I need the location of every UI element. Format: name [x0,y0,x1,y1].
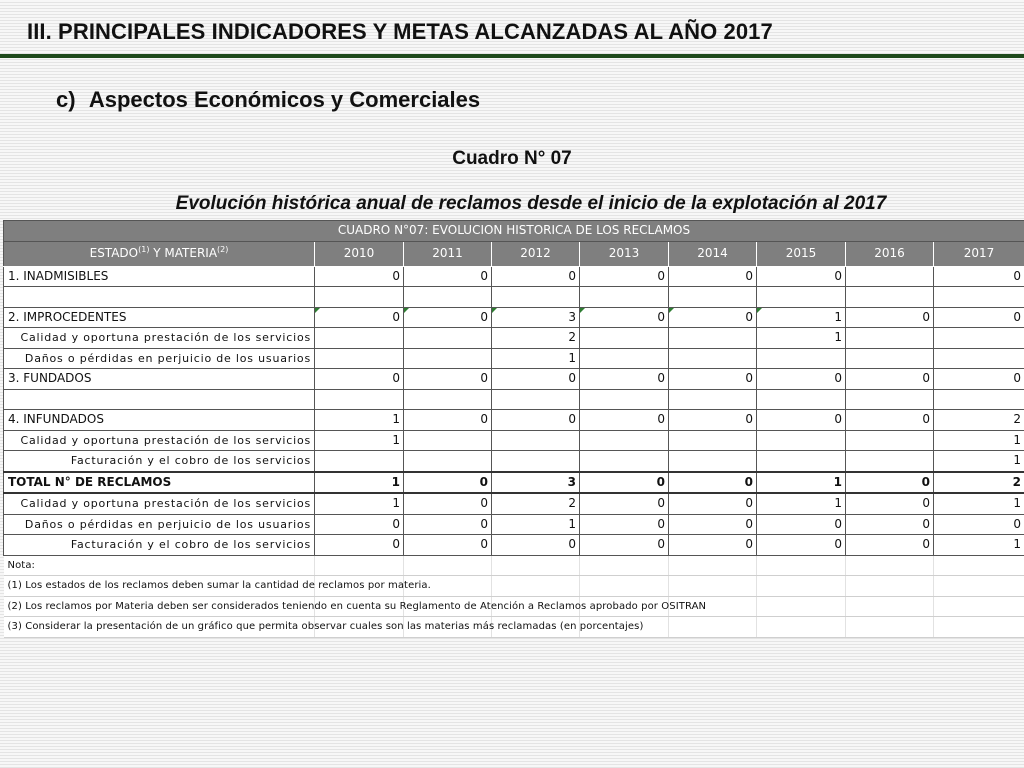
row-label[interactable]: Daños o pérdidas en perjuicio de los usuarios [4,514,315,535]
cell-value[interactable]: 1 [315,430,404,451]
empty-cell[interactable] [492,576,580,597]
header-year: 2012 [492,241,580,266]
cell-value[interactable]: 1 [492,348,580,369]
empty-cell[interactable] [934,389,1024,410]
cell-value[interactable]: 0 [757,410,846,431]
cell-value[interactable]: 1 [934,535,1024,556]
note-row [4,617,1024,638]
header-year: 2015 [757,241,846,266]
cell-value[interactable] [315,451,404,472]
empty-cell[interactable] [669,576,757,597]
cell-value[interactable] [492,307,580,328]
cell-value[interactable]: 0 [492,266,580,287]
empty-cell[interactable] [757,576,846,597]
cell-value[interactable] [315,328,404,349]
cell-comment-marker [580,308,585,313]
table-row [4,430,1024,451]
cell-value[interactable] [757,451,846,472]
empty-cell[interactable] [757,389,846,410]
note-cell[interactable] [4,596,707,617]
cell-value[interactable]: 0 [757,514,846,535]
table-row [4,535,1024,556]
header-year: 2014 [669,241,757,266]
cell-comment-marker [404,308,409,313]
cell-value[interactable] [846,266,934,287]
cell-value[interactable] [404,430,492,451]
cell-value[interactable]: 0 [315,514,404,535]
note-text: (2) Los reclamos por Materia deben ser considerados teniendo en cuenta su Reglamento de Atención a Reclamos aprobado por OSITRAN [7,600,707,612]
row-label[interactable]: 2. IMPROCEDENTES [4,307,315,328]
cell-value[interactable]: 0 [669,369,757,390]
header-sup-1: (1) [138,245,150,254]
empty-cell[interactable] [934,287,1024,308]
cell-value[interactable]: 1 [757,328,846,349]
cell-value[interactable]: 0 [404,535,492,556]
cell-value[interactable] [404,348,492,369]
cell-value[interactable]: 0 [669,472,757,494]
table-row [4,307,1024,328]
cell-text: 0 [745,309,753,324]
cell-value[interactable]: 0 [669,266,757,287]
cell-value[interactable]: 0 [846,472,934,494]
cell-value[interactable]: 1 [315,472,404,494]
cell-value[interactable] [669,307,757,328]
row-label[interactable]: 1. INADMISIBLES [4,266,315,287]
cell-value[interactable]: 0 [404,266,492,287]
cell-value[interactable]: 2 [934,472,1024,494]
empty-cell[interactable] [580,576,669,597]
empty-cell[interactable] [4,389,315,410]
empty-cell[interactable] [757,555,846,576]
row-label[interactable]: Facturación y el cobro de los servicios [4,451,315,472]
cell-value[interactable] [580,430,669,451]
empty-cell[interactable] [404,287,492,308]
cell-value[interactable]: 0 [315,535,404,556]
cell-value[interactable]: 3 [492,472,580,494]
table-title-row [4,221,1024,242]
cell-value[interactable] [757,348,846,369]
note-cell[interactable] [4,617,644,638]
cell-value[interactable] [846,348,934,369]
empty-cell[interactable] [315,287,404,308]
cell-comment-marker [492,308,497,313]
cell-value[interactable]: 0 [846,493,934,514]
table-row [4,328,1024,349]
cell-value[interactable] [315,348,404,369]
note-text: (3) Considerar la presentación de un gráfico que permita observar cuales son las materias más reclamadas (en porcentajes) [7,621,644,633]
cell-text: 3 [568,309,576,324]
table-row [4,493,1024,514]
cell-value[interactable] [669,348,757,369]
cell-value[interactable]: 2 [492,493,580,514]
title-divider [0,54,1024,58]
cell-value[interactable] [580,451,669,472]
cell-value[interactable]: 0 [404,493,492,514]
cell-value[interactable]: 0 [580,514,669,535]
header-year: 2011 [404,241,492,266]
cell-value[interactable]: 1 [315,493,404,514]
cell-value[interactable]: 2 [492,328,580,349]
cell-value[interactable] [404,307,492,328]
cell-value[interactable]: 0 [580,410,669,431]
cell-value[interactable] [315,307,404,328]
cell-value[interactable]: 1 [315,410,404,431]
empty-cell[interactable] [846,617,934,638]
cell-value[interactable]: 0 [404,514,492,535]
empty-cell[interactable] [934,555,1024,576]
section-title: Aspectos Económicos y Comerciales [88,87,481,112]
empty-cell[interactable] [846,287,934,308]
cell-value[interactable]: 0 [669,514,757,535]
cell-value[interactable]: 1 [757,493,846,514]
cell-value[interactable] [669,451,757,472]
table-row [4,451,1024,472]
cell-value[interactable]: 0 [580,266,669,287]
table-row-empty [4,287,1024,308]
header-estado-text: ESTADO [89,246,139,260]
total-row [4,472,1024,494]
cell-value[interactable] [580,348,669,369]
header-year: 2010 [315,241,404,266]
note-cell[interactable] [4,555,315,576]
cell-value[interactable] [934,328,1024,349]
cell-value[interactable] [404,451,492,472]
cell-value[interactable] [404,328,492,349]
cell-value[interactable]: 0 [757,266,846,287]
reclamos-table [3,220,1024,638]
empty-cell[interactable] [669,287,757,308]
cell-value[interactable]: 1 [934,493,1024,514]
cell-value[interactable]: 1 [934,430,1024,451]
empty-cell[interactable] [846,576,934,597]
row-label[interactable]: Calidad y oportuna prestación de los servicios [4,328,315,349]
cell-value[interactable]: 0 [580,472,669,494]
note-row [4,596,1024,617]
cell-text: 1 [834,309,842,324]
cell-value[interactable] [846,328,934,349]
cell-value[interactable]: 0 [846,514,934,535]
table-row [4,369,1024,390]
section-letter: c) [56,87,76,112]
header-estado-materia [4,241,315,266]
empty-cell[interactable] [492,555,580,576]
cell-value[interactable] [580,307,669,328]
cuadro-caption: Evolución histórica anual de reclamos desde el inicio de la explotación al 2017 [175,193,887,214]
note-cell[interactable] [4,576,431,597]
cell-comment-marker [315,308,320,313]
empty-cell[interactable] [934,576,1024,597]
cell-value[interactable]: 0 [580,493,669,514]
row-label[interactable]: Calidad y oportuna prestación de los servicios [4,430,315,451]
cell-value[interactable]: 0 [934,514,1024,535]
section-heading [56,87,480,113]
cell-value[interactable]: 0 [669,535,757,556]
header-year: 2013 [580,241,669,266]
cell-text: 0 [392,309,400,324]
cell-value[interactable] [669,430,757,451]
table-title: CUADRO N°07: EVOLUCION HISTORICA DE LOS RECLAMOS [4,221,1024,242]
header-sup-2: (2) [217,245,229,254]
cell-value[interactable]: 1 [757,472,846,494]
cell-value[interactable]: 1 [934,451,1024,472]
cuadro-label: Cuadro N° 07 [452,148,572,169]
note-text: Nota: [7,559,36,571]
cell-value[interactable] [492,451,580,472]
note-text: (1) Los estados de los reclamos deben sumar la cantidad de reclamos por materia. [7,580,431,592]
cell-value[interactable] [669,328,757,349]
cell-value[interactable]: 0 [315,266,404,287]
note-row [4,576,1024,597]
empty-cell[interactable] [934,596,1024,617]
table-row [4,514,1024,535]
table-row [4,410,1024,431]
cell-value[interactable] [757,307,846,328]
empty-cell[interactable] [846,596,934,617]
table-row [4,348,1024,369]
row-label[interactable]: Calidad y oportuna prestación de los servicios [4,493,315,514]
empty-cell[interactable] [846,555,934,576]
cell-value[interactable]: 0 [404,472,492,494]
cell-text: 0 [480,309,488,324]
empty-cell[interactable] [757,596,846,617]
empty-cell[interactable] [404,389,492,410]
slide-title: III. PRINCIPALES INDICADORES Y METAS ALCANZADAS AL AÑO 2017 [27,19,773,44]
empty-cell[interactable] [757,617,846,638]
empty-cell[interactable] [669,555,757,576]
cell-value[interactable]: 0 [669,410,757,431]
cell-value[interactable] [757,430,846,451]
empty-cell[interactable] [492,287,580,308]
cell-value[interactable]: 0 [580,369,669,390]
empty-cell[interactable] [315,389,404,410]
empty-cell[interactable] [757,287,846,308]
header-materia-text: Y MATERIA [149,246,218,260]
cell-value[interactable] [580,328,669,349]
cell-value[interactable]: 0 [492,410,580,431]
empty-cell[interactable] [315,555,404,576]
cell-value[interactable]: 0 [315,369,404,390]
cell-value[interactable]: 0 [934,266,1024,287]
cell-value[interactable] [846,451,934,472]
cell-value[interactable]: 2 [934,410,1024,431]
cell-value[interactable]: 1 [492,514,580,535]
cell-value[interactable]: 0 [846,307,934,328]
cell-value[interactable]: 0 [757,369,846,390]
empty-cell[interactable] [580,389,669,410]
header-year: 2017 [934,241,1024,266]
cell-value[interactable]: 0 [669,493,757,514]
cell-value[interactable] [492,430,580,451]
cell-value[interactable]: 0 [580,535,669,556]
cell-value[interactable]: 0 [934,369,1024,390]
note-row [4,555,1024,576]
empty-cell[interactable] [669,617,757,638]
row-label[interactable]: 3. FUNDADOS [4,369,315,390]
empty-cell[interactable] [934,617,1024,638]
row-label[interactable]: 4. INFUNDADOS [4,410,315,431]
empty-cell[interactable] [4,287,315,308]
empty-cell[interactable] [580,287,669,308]
table-row [4,266,1024,287]
empty-cell[interactable] [846,389,934,410]
row-label[interactable]: Daños o pérdidas en perjuicio de los usuarios [4,348,315,369]
cell-comment-marker [757,308,762,313]
cell-value[interactable] [846,430,934,451]
empty-cell[interactable] [669,389,757,410]
cell-value[interactable]: 0 [492,369,580,390]
cell-value[interactable]: 0 [846,410,934,431]
header-year: 2016 [846,241,934,266]
cell-text: 0 [657,309,665,324]
cell-comment-marker [669,308,674,313]
table-row-empty [4,389,1024,410]
empty-cell[interactable] [580,555,669,576]
empty-cell[interactable] [404,555,492,576]
cell-value[interactable]: 0 [934,307,1024,328]
cell-value[interactable]: 0 [846,369,934,390]
cell-value[interactable]: 0 [492,535,580,556]
row-label[interactable]: TOTAL N° DE RECLAMOS [4,472,315,494]
row-label[interactable]: Facturación y el cobro de los servicios [4,535,315,556]
cell-value[interactable]: 0 [404,410,492,431]
cell-value[interactable]: 0 [404,369,492,390]
cell-value[interactable] [934,348,1024,369]
cell-value[interactable]: 0 [846,535,934,556]
cell-value[interactable]: 0 [757,535,846,556]
table-header-row [4,241,1024,266]
empty-cell[interactable] [492,389,580,410]
